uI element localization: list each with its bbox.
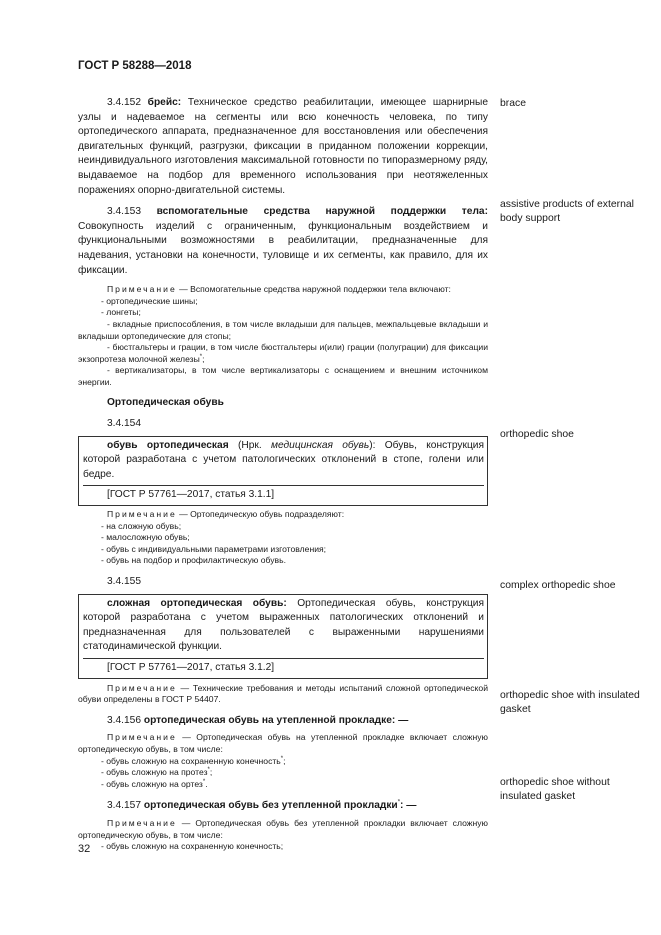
note-item: - ортопедические шины; [101, 295, 198, 306]
term-note-close: ): [369, 439, 376, 451]
entry-text [78, 96, 488, 198]
note-item: - малосложную обувь; [101, 532, 190, 543]
note-item [78, 756, 488, 768]
note-intro: — Ортопедическую обувь подразделяют: [176, 509, 345, 520]
entry-source: [ГОСТ Р 57761—2017, статья 3.1.2] [83, 658, 484, 676]
note-item: - вкладные приспособления, в том числе вкладыши для пальцев, межпальцевые вкладыши и вкладыши ортопедические для стопы; [78, 318, 488, 341]
entry-definition: Обувь, конструкция которой разработана с учетом патологических отклонений в стопе, голени или бедре. [83, 439, 484, 480]
note-item-text: - обувь сложную на протез [101, 767, 208, 778]
note-intro: — Вспомогательные средства наружной поддержки тела включают: [176, 284, 451, 295]
entry-definition: Техническое средство реабилитации, имеющее шарнирные узлы и надеваемое на сегменты или всю конечность человека, по типу ортопедического аппарата, предназначенное для восстановления или обеспечения двигательных функций, разгрузки, фиксации в приданном положении коррекции, неиндивидуального изготовления максимальной готовности по типоразмерному ряду, выдаваемое на подбор для временного использования при неотяжеленных поражениях опорно-двигательной системы. [78, 97, 488, 196]
entry-3-4-152 [78, 96, 488, 198]
note-label: Примечание [107, 817, 177, 828]
entry-3-4-154-box [78, 436, 488, 506]
entry-term: ортопедическая обувь без утепленной прокладки [143, 800, 398, 812]
note-intro: — Ортопедическая обувь без утепленной прокладки включает сложную ортопедическую обувь, в том числе: [78, 817, 488, 840]
entry-3-4-153 [78, 205, 488, 388]
entry-number: 3.4.152 [107, 97, 141, 108]
note-intro: — Ортопедическая обувь на утепленной прокладке включает сложную ортопедическую обувь, в том числе: [78, 732, 488, 754]
entry-term: брейс: [147, 97, 182, 108]
english-term-assistive-products: assistive products of external body support [500, 199, 634, 224]
term-note: (Нрк. [228, 439, 271, 451]
note-intro: — Технические требования и методы испытаний сложной ортопедической обуви определены в ГОСТ Р 54407. [78, 682, 488, 705]
deprecated-term: медицинская обувь [270, 439, 370, 451]
entry-3-4-157 [78, 799, 488, 814]
entry-term: обувь ортопедическая [107, 439, 229, 451]
document-header: ГОСТ Р 58288—2018 [78, 60, 192, 72]
english-term-complex-orthopedic-shoe: complex orthopedic shoe [500, 580, 616, 591]
entry-number: 3.4.155 [107, 576, 141, 587]
note-item-end: ; [202, 353, 205, 364]
note-item: - обувь сложную на сохраненную конечность; [101, 841, 284, 852]
note-item: - на сложную обувь; [101, 520, 182, 531]
entry-note [78, 732, 488, 790]
entry-text [78, 205, 488, 278]
note-item-end: ; [209, 767, 213, 778]
footnote-mark: * [199, 353, 203, 360]
entry-text [78, 714, 488, 729]
entry-3-4-155-box [78, 594, 488, 679]
entry-definition: Совокупность изделий с ограниченным, функциональным воздействием и функциональными возможностями в реабилитации, предназначенные для надевания, установки на конечности, туловище и их сегменты, как правило, для их фиксации. [78, 220, 488, 276]
note-item-text: - обувь сложную на сохраненную конечность [101, 755, 281, 766]
entry-number: 3.4.154 [107, 418, 141, 430]
footnote-mark: * [397, 799, 401, 806]
entry-number: 3.4.157 [107, 800, 141, 812]
english-term-insulated-gasket: orthopedic shoe with insulated gasket [500, 690, 640, 715]
footnote-mark: * [280, 755, 284, 762]
section-title: Ортопедическая обувь [107, 397, 224, 409]
entry-tail: : — [400, 800, 417, 812]
note-item [78, 779, 488, 791]
entry-note [78, 509, 488, 567]
note-label: Примечание [107, 284, 177, 295]
note-label: Примечание [107, 682, 177, 693]
note-item: - вертикализаторы, в том числе вертикализаторы с оснащением и внешним источником энергии. [78, 365, 488, 387]
entry-text [83, 439, 484, 483]
note-item-end: . [205, 778, 208, 789]
entry-number: 3.4.153 [107, 206, 141, 218]
entry-text [83, 597, 484, 655]
note-item-text: - бюстгальтеры и грации, в том числе бюстгальтеры и(или) грации (полуграции) для фиксации экзопротеза молочной железы [78, 342, 488, 364]
note-item: - обувь с индивидуальными параметрами изготовления; [101, 543, 327, 554]
note-item: - лонгеты; [101, 307, 141, 318]
entry-note [78, 818, 488, 853]
english-term-orthopedic-shoe: orthopedic shoe [500, 429, 574, 440]
entry-term: сложная ортопедическая обувь: [107, 597, 287, 609]
note-label: Примечание [107, 509, 177, 520]
main-column [78, 96, 488, 853]
page-number: 32 [78, 843, 91, 855]
entry-term: вспомогательные средства наружной поддержки тела: [156, 206, 488, 218]
note-item [78, 767, 488, 779]
note-item-text: - обувь сложную на ортез [101, 778, 203, 789]
entry-definition: Ортопедическая обувь, конструкция которой разработана с учетом выраженных патологических отклонений и предназначенная для пользователей с выраженными нарушениями статодинамической функции. [83, 597, 484, 653]
footnote-mark: * [202, 778, 206, 785]
entry-source: [ГОСТ Р 57761—2017, статья 3.1.1] [83, 485, 484, 503]
note-item-end: ; [283, 755, 286, 766]
entry-dash: — [395, 714, 409, 726]
note-label: Примечание [107, 732, 177, 743]
entry-text [78, 799, 488, 814]
entry-term: ортопедическая обувь на утепленной прокладке: [143, 714, 396, 726]
english-term-brace: brace [500, 98, 526, 109]
note-item [78, 342, 488, 365]
english-term-without-insulated-gasket: orthopedic shoe without insulated gasket [500, 777, 610, 802]
entry-3-4-156 [78, 714, 488, 729]
footnote-mark: * [207, 767, 210, 774]
entry-note [78, 683, 488, 706]
entry-number: 3.4.156 [107, 714, 141, 726]
note-item: - обувь на подбор и профилактическую обувь. [101, 555, 286, 566]
entry-note [78, 284, 488, 388]
